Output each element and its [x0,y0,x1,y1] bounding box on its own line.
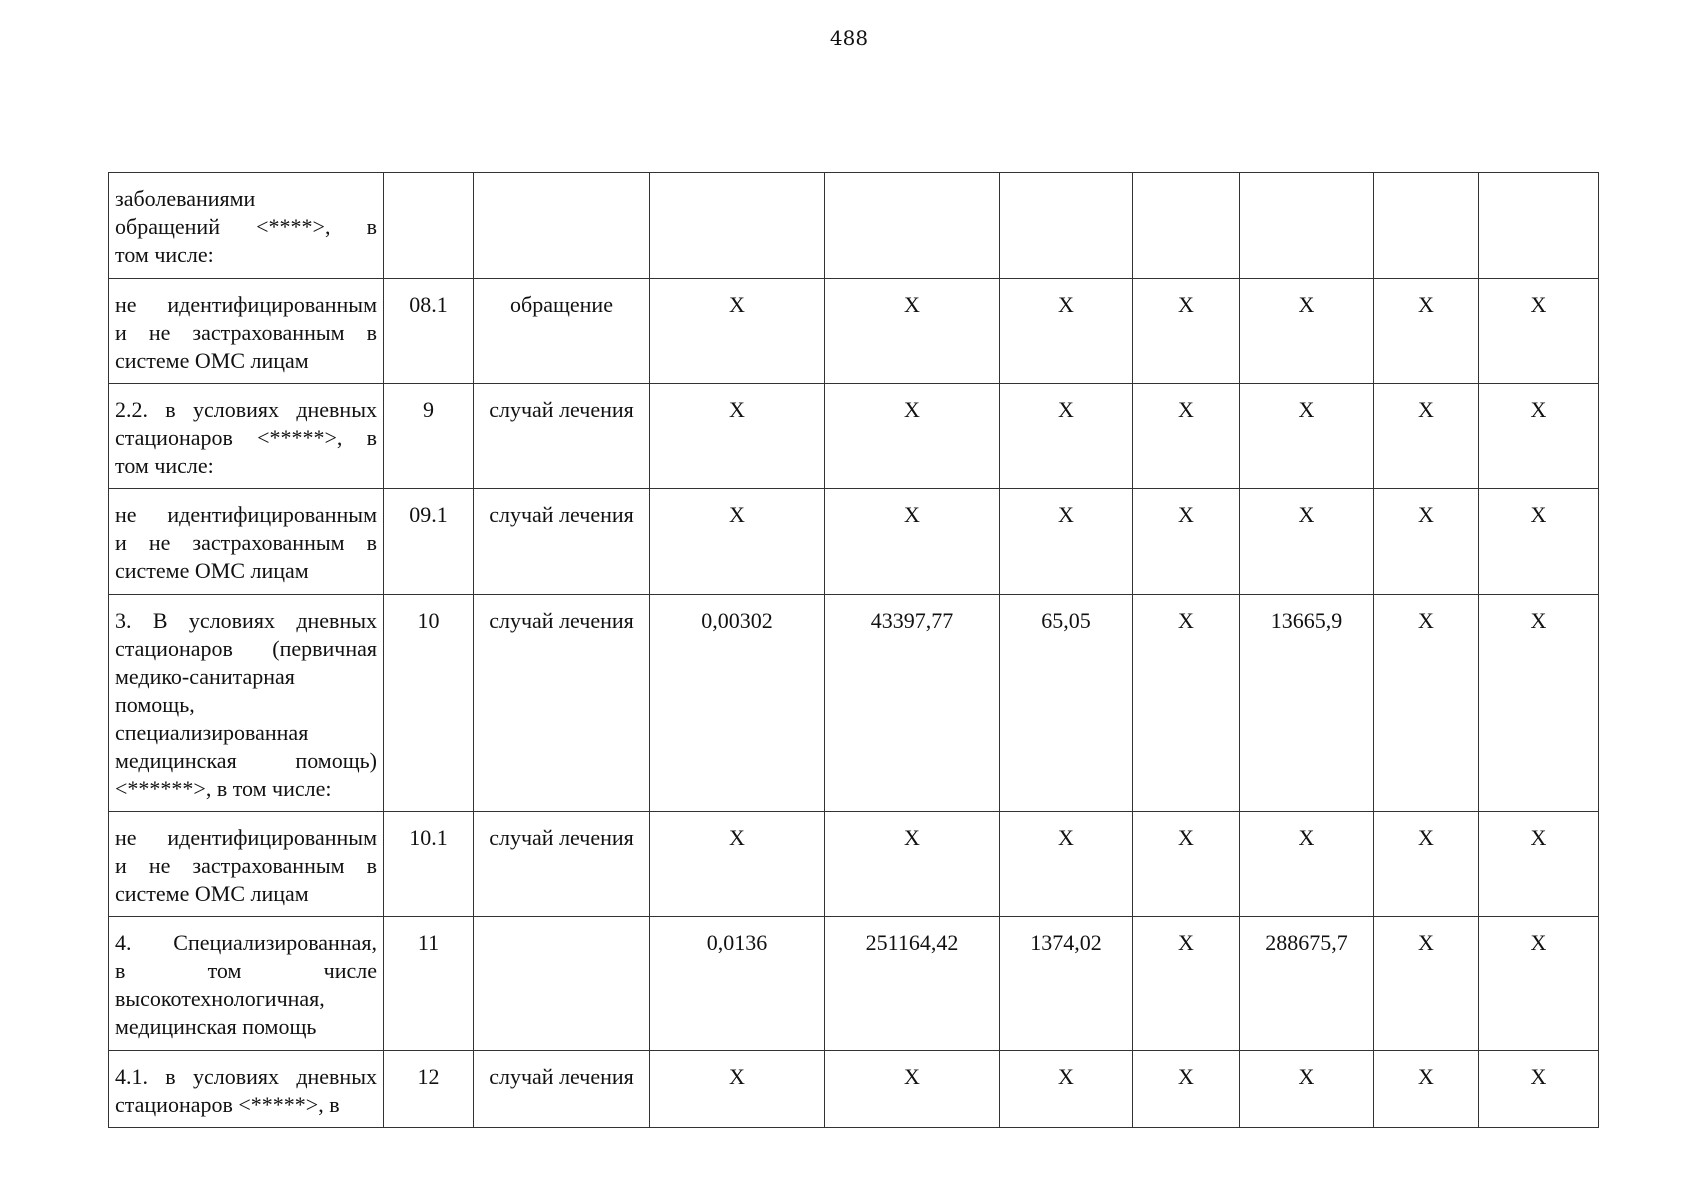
value-cell: Х [825,812,1000,917]
value-cell: 251164,42 [825,917,1000,1051]
value-cell: Х [1133,1051,1240,1128]
value-cell: Х [1240,1051,1374,1128]
row-unit: случай лечения [474,595,650,812]
value-cell: Х [825,1051,1000,1128]
value-cell: 288675,7 [1240,917,1374,1051]
description-line: 4.1. в условиях дневных [115,1064,377,1089]
value-cell [650,173,825,279]
value-cell: Х [1479,489,1599,595]
table-body [109,173,1599,1128]
value-cell: Х [1374,917,1479,1051]
row-unit [474,917,650,1051]
value-cell: Х [1000,279,1133,384]
row-code: 9 [384,384,474,489]
value-cell: 65,05 [1000,595,1133,812]
description-line: 4. Специализированная, [115,930,377,955]
description-line: 2.2. в условиях дневных [115,397,377,422]
table-row [109,489,1599,595]
description-line: том числе: [115,453,214,478]
value-cell: Х [1000,1051,1133,1128]
row-description [109,812,384,917]
row-description [109,489,384,595]
value-cell: Х [1240,384,1374,489]
description-line: не идентифицированным [115,502,377,527]
value-cell [1479,173,1599,279]
value-cell: Х [1479,812,1599,917]
value-cell: Х [1374,384,1479,489]
description-line: системе ОМС лицам [115,348,309,373]
value-cell: Х [1479,595,1599,812]
description-line: медицинская помощь [115,1014,317,1039]
value-cell: Х [1479,384,1599,489]
value-cell: 13665,9 [1240,595,1374,812]
description-line: стационаров (первичная [115,636,377,661]
value-cell: Х [1240,812,1374,917]
value-cell [1000,173,1133,279]
description-line: 3. В условиях дневных [115,608,377,633]
row-unit: обращение [474,279,650,384]
description-line: и не застрахованным в [115,320,377,345]
value-cell [1240,173,1374,279]
value-cell: 1374,02 [1000,917,1133,1051]
value-cell [825,173,1000,279]
value-cell: Х [1479,917,1599,1051]
value-cell: Х [825,489,1000,595]
description-line: не идентифицированным [115,292,377,317]
value-cell: Х [1000,812,1133,917]
row-code [384,173,474,279]
value-cell [1374,173,1479,279]
value-cell: Х [1240,279,1374,384]
value-cell: Х [1133,917,1240,1051]
row-description [109,384,384,489]
description-line: том числе: [115,242,214,267]
value-cell: Х [1133,279,1240,384]
row-unit: случай лечения [474,812,650,917]
value-cell: Х [1374,279,1479,384]
value-cell: Х [1133,384,1240,489]
value-cell: Х [825,384,1000,489]
description-line: стационаров <*****>, в [115,425,377,450]
value-cell: Х [650,384,825,489]
description-line: помощь, [115,692,195,717]
description-line: и не застрахованным в [115,530,377,555]
value-cell: Х [1133,812,1240,917]
description-line: заболеваниями [115,186,256,211]
description-line: не идентифицированным [115,825,377,850]
value-cell: Х [650,279,825,384]
value-cell [1133,173,1240,279]
table-row [109,1051,1599,1128]
table-row [109,384,1599,489]
description-line: медицинская помощь) [115,748,377,773]
data-table [108,172,1599,1128]
description-line: системе ОМС лицам [115,558,309,583]
row-unit: случай лечения [474,384,650,489]
row-unit [474,173,650,279]
row-code: 11 [384,917,474,1051]
row-description [109,917,384,1051]
row-code: 08.1 [384,279,474,384]
row-unit: случай лечения [474,1051,650,1128]
description-line: <******>, в том числе: [115,776,332,801]
row-description [109,1051,384,1128]
value-cell: 0,0136 [650,917,825,1051]
value-cell: Х [1000,489,1133,595]
row-code: 10 [384,595,474,812]
value-cell: 43397,77 [825,595,1000,812]
description-line: и не застрахованным в [115,853,377,878]
table-row [109,173,1599,279]
value-cell: Х [650,812,825,917]
description-line: специализированная [115,720,309,745]
table-row [109,279,1599,384]
value-cell: Х [1479,279,1599,384]
table-row [109,812,1599,917]
value-cell: Х [1000,384,1133,489]
description-line: медико-санитарная [115,664,295,689]
description-line: обращений <****>, в [115,214,377,239]
page-number: 488 [829,26,869,50]
row-code: 10.1 [384,812,474,917]
description-line: стационаров <*****>, в [115,1092,340,1117]
table-row [109,917,1599,1051]
value-cell: Х [1133,489,1240,595]
value-cell: Х [825,279,1000,384]
row-unit: случай лечения [474,489,650,595]
row-description [109,173,384,279]
value-cell: Х [1133,595,1240,812]
row-description [109,595,384,812]
value-cell: Х [1374,812,1479,917]
value-cell: Х [1374,595,1479,812]
value-cell: Х [1479,1051,1599,1128]
row-code: 12 [384,1051,474,1128]
description-line: высокотехнологичная, [115,986,325,1011]
value-cell: Х [1374,489,1479,595]
description-line: системе ОМС лицам [115,881,309,906]
row-code: 09.1 [384,489,474,595]
value-cell: 0,00302 [650,595,825,812]
table-row [109,595,1599,812]
value-cell: Х [650,489,825,595]
description-line: в том числе [115,958,377,983]
value-cell: Х [1240,489,1374,595]
value-cell: Х [1374,1051,1479,1128]
value-cell: Х [650,1051,825,1128]
row-description [109,279,384,384]
